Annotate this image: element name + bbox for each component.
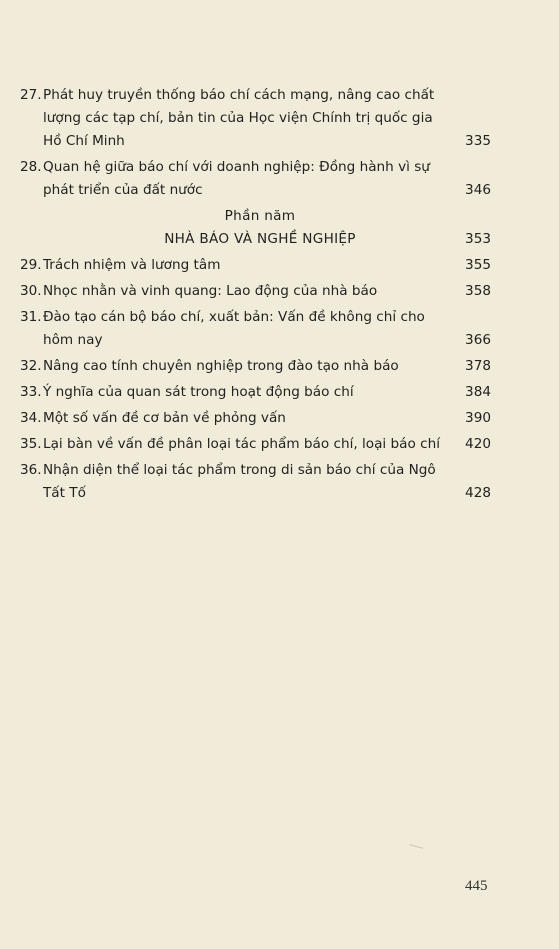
- entry-number: 35.: [20, 436, 42, 452]
- entry-title: Đào tạo cán bộ báo chí, xuất bản: Vấn đề không chỉ cho hôm nay: [43, 309, 425, 348]
- entry-page: 358: [465, 283, 491, 299]
- entry-page: 355: [465, 257, 491, 273]
- entry-title: Một số vấn đề cơ bản về phỏng vấn: [43, 410, 286, 426]
- entry-number: 33.: [20, 384, 42, 400]
- part-label: Phần năm: [224, 208, 296, 224]
- entry-page: 346: [465, 182, 491, 198]
- entry-title: Nhọc nhằn và vinh quang: Lao động của nhà báo: [43, 283, 378, 299]
- toc-entry-36: [20, 459, 500, 505]
- part-page: 353: [465, 231, 491, 247]
- entry-number: 32.: [20, 358, 42, 374]
- entry-number: 28.: [20, 159, 42, 175]
- entry-title: Lại bàn về vấn đề phân loại tác phẩm báo chí, loại báo chí: [43, 436, 440, 452]
- page-number: 445: [465, 878, 488, 894]
- entry-number: 27.: [20, 87, 42, 103]
- entry-title: Quan hệ giữa báo chí với doanh nghiệp: Đồng hành vì sự phát triển của đất nước: [43, 159, 430, 198]
- entry-page: 390: [465, 410, 491, 426]
- entry-title: Nhận diện thể loại tác phẩm trong di sản báo chí của Ngô Tất Tố: [43, 462, 436, 501]
- entry-number: 31.: [20, 309, 42, 325]
- entry-page: 366: [465, 332, 491, 348]
- entry-page: 335: [465, 133, 491, 149]
- toc-entry-34: [20, 407, 500, 430]
- toc-entry-27: [20, 84, 500, 153]
- entry-page: 420: [465, 436, 491, 452]
- entry-page: 384: [465, 384, 491, 400]
- toc-entry-35: [20, 433, 500, 456]
- toc-entry-30: [20, 280, 500, 303]
- entry-number: 29.: [20, 257, 42, 273]
- entry-page: 428: [465, 485, 491, 501]
- entry-page: 378: [465, 358, 491, 374]
- toc-entry-32: [20, 355, 500, 378]
- toc-entry-31: [20, 306, 500, 352]
- toc-entry-29: [20, 254, 500, 277]
- entry-number: 36.: [20, 462, 42, 478]
- entry-number: 34.: [20, 410, 42, 426]
- part-heading: [20, 205, 500, 251]
- entry-title: Trách nhiệm và lương tâm: [43, 257, 221, 273]
- part-title: NHÀ BÁO VÀ NGHỀ NGHIỆP: [164, 231, 356, 247]
- entry-number: 30.: [20, 283, 42, 299]
- entry-title: Phát huy truyền thống báo chí cách mạng, nâng cao chất lượng các tạp chí, bản tin của Học viện Chính trị quốc gia Hồ Chí Minh: [43, 87, 435, 149]
- bleed-through-mark: [409, 838, 424, 848]
- toc-entry-28: [20, 156, 500, 202]
- table-of-contents: [20, 84, 500, 508]
- entry-title: Ý nghĩa của quan sát trong hoạt động báo chí: [43, 384, 354, 400]
- toc-entry-33: [20, 381, 500, 404]
- entry-title: Nâng cao tính chuyên nghiệp trong đào tạo nhà báo: [43, 358, 399, 374]
